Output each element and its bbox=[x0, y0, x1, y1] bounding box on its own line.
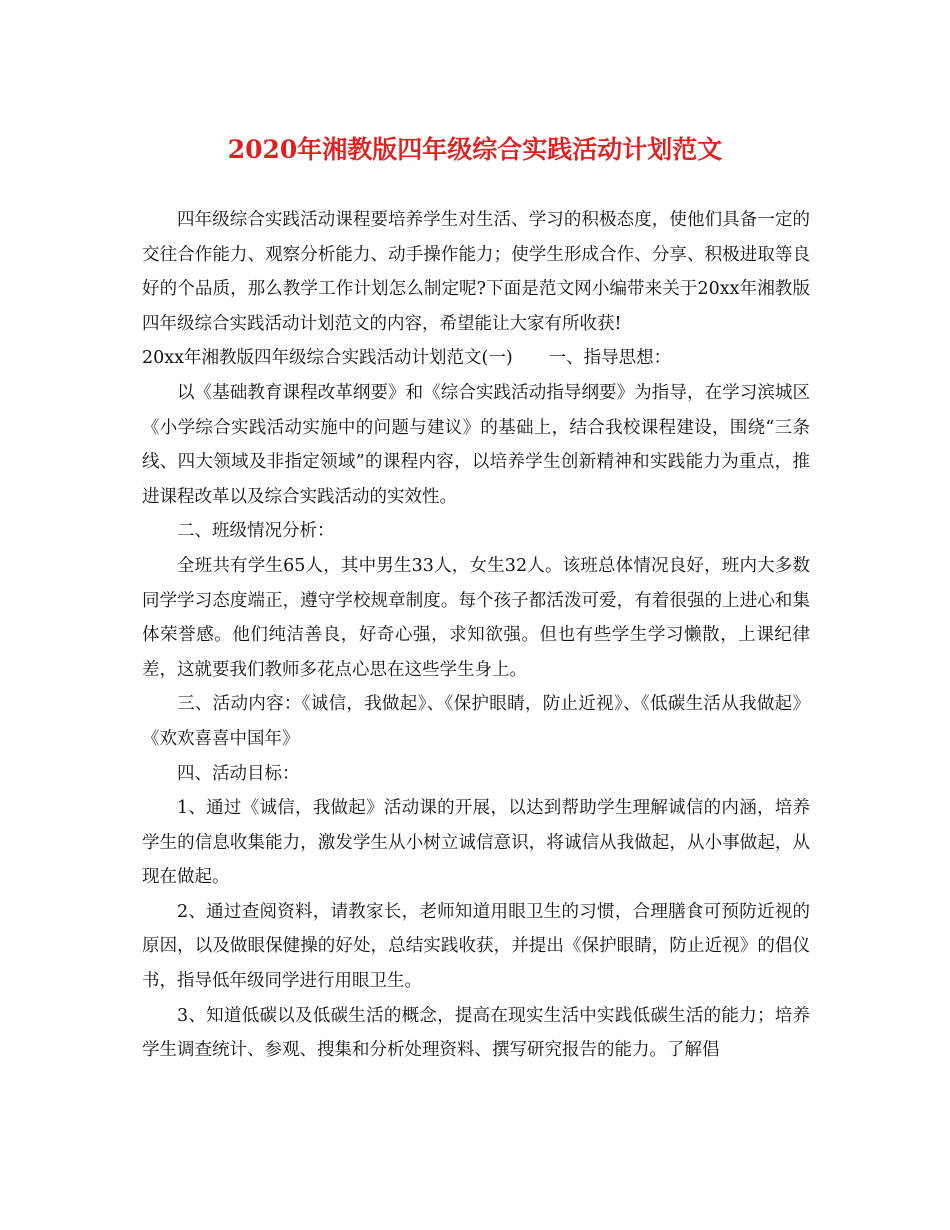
section2-body: 全班共有学生65人，其中男生33人，女生32人。该班总体情况良好，班内大多数同学学习态度端正，遵守学校规章制度。每个孩子都活泼可爱，有着很强的上进心和集体荣誉感。他们纯洁善良，好奇心强，求知欲强。但也有些学生学习懒散，上课纪律差，这就要我们教师多花点心思在这些学生身上。 bbox=[142, 555, 810, 680]
intro-paragraph: 四年级综合实践活动课程要培养学生对生活、学习的积极态度，使他们具备一定的交往合作能力、观察分析能力、动手操作能力；使学生形成合作、分享、积极进取等良好的个品质，那么教学工作计划怎么制定呢?下面是范文网小编带来关于20xx年湘教版四年级综合实践活动计划范文的内容，希望能让大家有所收获! bbox=[142, 210, 810, 334]
document-title: 2020年湘教版四年级综合实践活动计划范文 bbox=[227, 135, 723, 164]
subtitle-line: 20xx年湘教版四年级综合实践活动计划范文(一) bbox=[142, 348, 513, 369]
section1-body: 以《基础教育课程改革纲要》和《综合实践活动指导纲要》为指导，在学习滨城区《小学综合实践活动实施中的问题与建议》的基础上，结合我校课程建设，围绕“三条线、四大领域及非指定领域”的课程内容，以培养学生创新精神和实践能力为重点，推进课程改革以及综合实践活动的实效性。 bbox=[142, 382, 810, 507]
subtitle-paragraph bbox=[142, 341, 810, 376]
goal-3: 3、知道低碳以及低碳生活的概念，提高在现实生活中实践低碳生活的能力；培养学生调查统计、参观、搜集和分析处理资料、撰写研究报告的能力。了解倡 bbox=[142, 1005, 810, 1061]
section3-paragraph: 三、活动内容：《诚信，我做起》、《保护眼睛，防止近视》、《低碳生活从我做起》《欢欢喜喜中国年》 bbox=[142, 694, 810, 749]
document-body bbox=[142, 203, 810, 1068]
section1-heading: 一、指导思想： bbox=[548, 348, 672, 369]
section4-heading: 四、活动目标： bbox=[177, 763, 300, 784]
goal-1: 1、通过《诚信，我做起》活动课的开展，以达到帮助学生理解诚信的内涵，培养学生的信息收集能力，激发学生从小树立诚信意识，将诚信从我做起，从小事做起，从现在做起。 bbox=[142, 798, 810, 888]
section2-heading: 二、班级情况分析： bbox=[177, 521, 335, 542]
goal-2: 2、通过查阅资料，请教家长，老师知道用眼卫生的习惯，合理膳食可预防近视的原因，以及做眼保健操的好处，总结实践收获，并提出《保护眼睛，防止近视》的倡仪书，指导低年级同学进行用眼卫生。 bbox=[142, 901, 810, 992]
